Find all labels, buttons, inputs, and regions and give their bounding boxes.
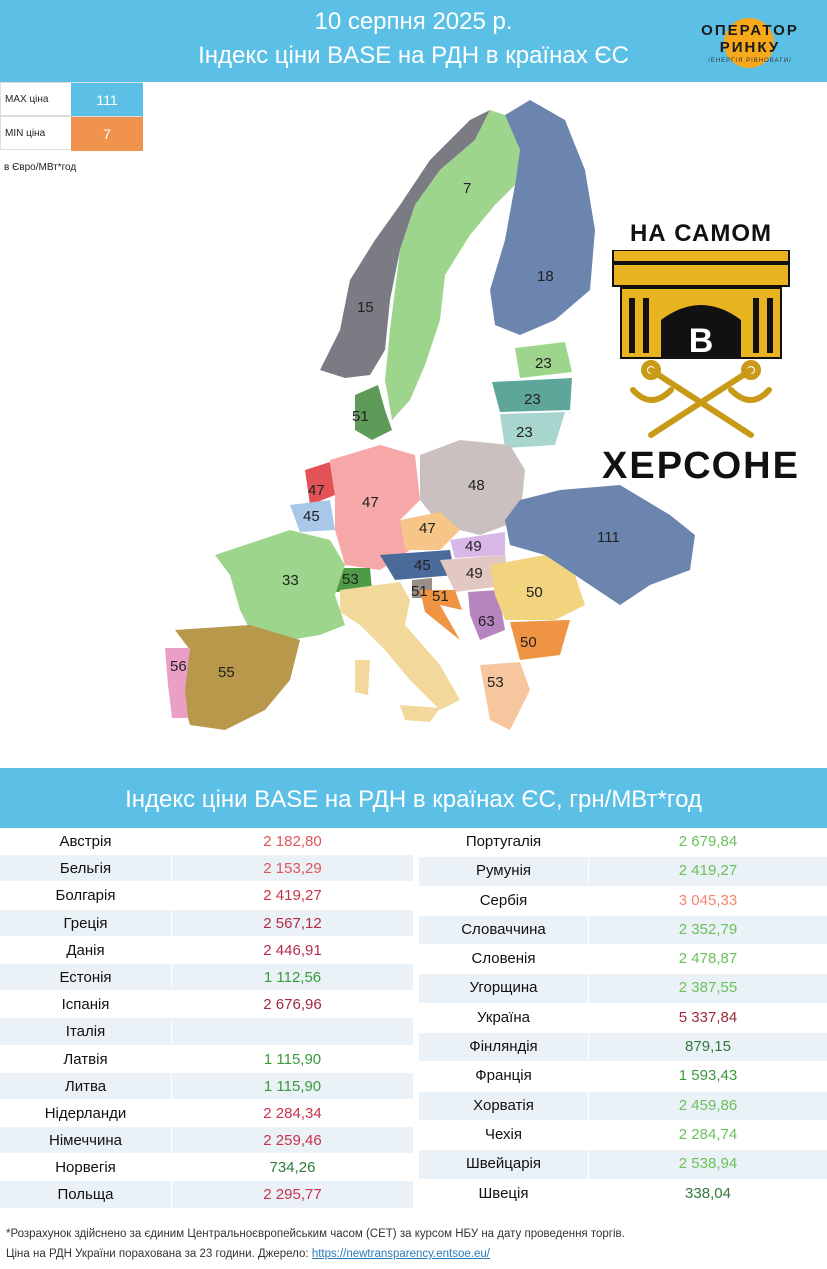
country-name: Сербія (479, 891, 528, 909)
price-value: 1 593,43 (678, 1067, 738, 1085)
table-row (0, 991, 413, 1018)
logo-line1: ОПЕРАТОР (701, 22, 799, 39)
country-name: Чехія (485, 1125, 522, 1143)
price-value: 2 419,27 (263, 887, 322, 905)
label-lithuania: 23 (516, 424, 533, 441)
country-name: Фінляндія (469, 1038, 538, 1056)
country-name: Іспанія (61, 996, 110, 1014)
country-name: Україна (477, 1008, 530, 1026)
country-name: Франція (475, 1067, 532, 1085)
price-value: 2 387,55 (678, 979, 738, 997)
country-name: Польща (57, 1186, 114, 1204)
price-value: 2 295,77 (263, 1186, 322, 1204)
footer-line2: Ціна на РДН України порахована за 23 години. Джерело: (6, 1248, 312, 1260)
price-value: 2 679,84 (678, 833, 738, 850)
table-title: Індекс ціни BASE на РДН в країнах ЄС, грн/МВт*год (0, 768, 827, 828)
legend-min-value: 7 (71, 117, 143, 151)
region-france (215, 530, 345, 640)
country-name: Литва (64, 1077, 107, 1095)
price-value: 1 115,90 (263, 1050, 322, 1068)
label-slovenia: 51 (411, 583, 428, 600)
price-value: 2 459,86 (678, 1096, 738, 1114)
table-row (0, 964, 413, 991)
footer-line2-wrap (6, 1244, 821, 1264)
label-estonia: 23 (535, 355, 552, 372)
price-value: 2 182,80 (263, 833, 322, 850)
footer-note (6, 1224, 821, 1264)
table-row (0, 1181, 413, 1208)
region-bulgaria (510, 620, 570, 660)
price-value: 2 419,27 (678, 862, 738, 880)
region-spain (175, 625, 300, 730)
table-row (419, 916, 827, 945)
price-value: 5 337,84 (678, 1008, 738, 1026)
label-netherlands: 47 (308, 482, 325, 499)
region-greece (480, 662, 530, 730)
price-value: 2 538,94 (678, 1155, 738, 1173)
table-row (419, 1121, 827, 1150)
table-row (419, 1062, 827, 1091)
table-row (419, 974, 827, 1003)
label-poland: 48 (468, 477, 485, 494)
label-czechia: 47 (419, 520, 436, 537)
price-value: 2 446,91 (263, 941, 322, 959)
report-date: 10 серпня 2025 р. (314, 8, 513, 35)
country-name: Нідерланди (44, 1104, 127, 1122)
label-romania: 50 (526, 584, 543, 601)
label-croatia: 51 (432, 588, 449, 605)
table-row (419, 1033, 827, 1062)
table-row (0, 1154, 413, 1181)
table-row (0, 1127, 413, 1154)
country-name: Естонія (59, 968, 112, 986)
meme-letter: В (688, 322, 714, 360)
price-value: 1 115,90 (263, 1077, 322, 1095)
label-norway: 15 (357, 299, 374, 316)
meme-bottom-text: ХЕРСОНЕ (602, 445, 800, 487)
table-row (419, 828, 827, 857)
region-italy-sardinia (355, 660, 370, 695)
table-row (0, 828, 413, 855)
legend-max-label: MAX ціна (5, 94, 49, 105)
table-row (419, 1092, 827, 1121)
label-belgium: 45 (303, 508, 320, 525)
country-name: Румунія (475, 862, 532, 880)
price-value: 3 045,33 (678, 891, 738, 909)
table-row (0, 1046, 413, 1073)
label-ukraine: 111 (597, 529, 620, 546)
label-switzerland: 53 (342, 571, 359, 588)
table-row (419, 945, 827, 974)
table-row (419, 887, 827, 916)
label-bulgaria: 50 (520, 634, 537, 651)
label-portugal: 56 (170, 658, 187, 675)
country-name: Бельгія (59, 860, 112, 878)
country-name: Норвегія (55, 1159, 116, 1177)
table-row (0, 882, 413, 909)
country-name: Греція (63, 914, 108, 932)
price-value: 2 567,12 (263, 914, 322, 932)
price-table-right (419, 828, 827, 1209)
table-row (0, 855, 413, 882)
label-denmark: 51 (352, 408, 369, 425)
price-value: 2 676,96 (263, 996, 322, 1014)
country-name: Швейцарія (466, 1155, 541, 1173)
table-row (0, 1100, 413, 1127)
cell-divider (171, 1018, 172, 1044)
arch-anchor-emblem-icon (611, 250, 791, 440)
legend-max-value: 111 (71, 83, 143, 117)
price-value: 2 352,79 (678, 920, 738, 938)
country-name: Болгарія (55, 887, 116, 905)
price-value: 2 284,74 (678, 1125, 738, 1143)
table-row (0, 910, 413, 937)
operator-logo (690, 8, 810, 74)
price-value: 338,04 (685, 1184, 731, 1202)
country-name: Італія (65, 1023, 106, 1041)
price-value: 2 259,46 (263, 1132, 322, 1150)
table-row (419, 1004, 827, 1033)
label-serbia: 63 (478, 613, 495, 630)
price-value: 879,15 (685, 1038, 731, 1056)
country-name: Данія (66, 941, 105, 959)
country-name: Португалія (465, 833, 542, 850)
price-table-left (0, 828, 413, 1209)
region-italy-sicily (400, 705, 440, 722)
page-title: Індекс ціни BASE на РДН в країнах ЄС (198, 42, 629, 69)
label-germany: 47 (362, 494, 379, 511)
label-latvia: 23 (524, 391, 541, 408)
table-row (0, 937, 413, 964)
label-hungary: 49 (466, 565, 483, 582)
logo-line2: РИНКУ (719, 39, 781, 56)
table-row (419, 1180, 827, 1209)
country-name: Латвія (63, 1050, 108, 1068)
price-value: 2 284,34 (263, 1104, 322, 1122)
country-name: Угорщина (469, 979, 538, 997)
meme-overlay (596, 220, 806, 490)
label-greece: 53 (487, 674, 504, 691)
footer-line1: *Розрахунок здійснено за єдиним Центральноєвропейським часом (CET) за курсом НБУ на дату проведення торгів. (6, 1228, 625, 1240)
country-name: Швеція (478, 1184, 529, 1202)
source-link[interactable]: https://newtransparency.entsoe.eu/ (311, 1248, 490, 1260)
label-spain: 55 (218, 664, 235, 681)
logo-line3: /ЕНЕРГІЯ РІВНОВАГИ/ (708, 58, 792, 64)
country-name: Словенія (471, 950, 536, 968)
table-row (0, 1018, 413, 1045)
country-name: Словаччина (461, 920, 546, 938)
meme-top-text: НА САМОМ (629, 220, 773, 247)
label-slovakia: 49 (465, 538, 482, 555)
label-france: 33 (282, 572, 299, 589)
table-row (419, 857, 827, 886)
country-name: Австрія (59, 833, 112, 850)
price-value: 2 153,29 (263, 860, 322, 878)
price-value: 734,26 (269, 1159, 316, 1177)
table-row (419, 1150, 827, 1179)
label-austria: 45 (414, 557, 431, 574)
price-value: 1 112,56 (263, 968, 322, 986)
country-name: Хорватія (473, 1096, 534, 1114)
legend-min-label: MIN ціна (5, 128, 46, 139)
table-row (0, 1073, 413, 1100)
label-finland: 18 (537, 268, 554, 285)
price-value: 2 478,87 (678, 950, 738, 968)
label-sweden: 7 (463, 180, 472, 197)
country-name: Німеччина (49, 1132, 122, 1150)
legend-unit: в Євро/МВт*год (4, 162, 77, 173)
